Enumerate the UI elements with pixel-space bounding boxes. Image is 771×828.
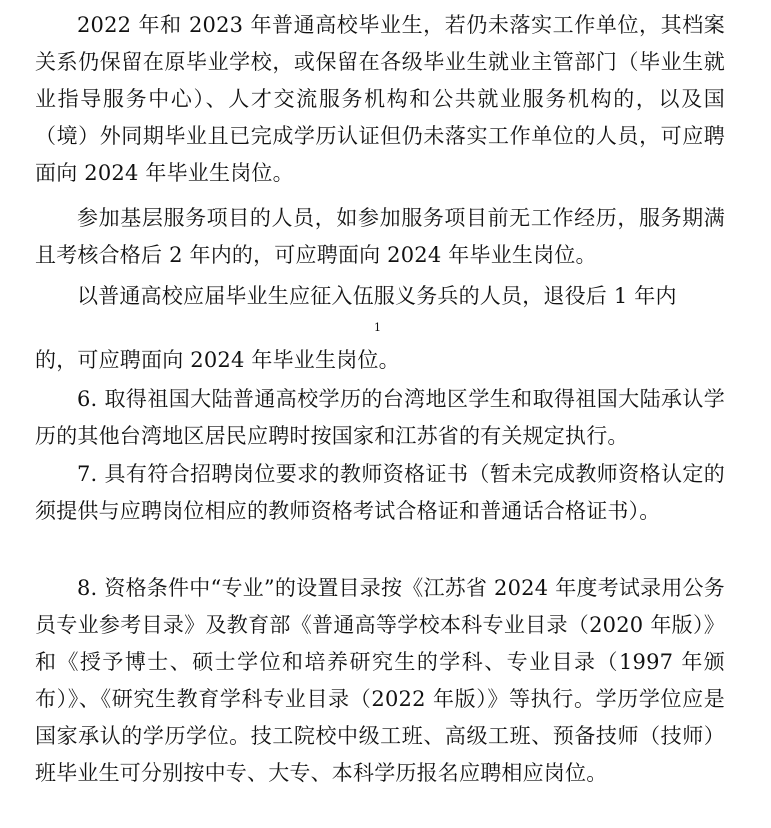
- paragraph-grassroots-service: 参加基层服务项目的人员，如参加服务项目前无工作经历，服务期满且考核合格后 2 年内的，可应聘面向 2024 年毕业生岗位。: [35, 206, 725, 267]
- paragraph-veterans-line1: 以普通高校应届毕业生应征入伍服义务兵的人员，退役后 1 年内: [77, 284, 677, 308]
- paragraph-veterans: [35, 278, 730, 379]
- paragraph-item-8-major-catalog: 8. 资格条件中“专业”的设置目录按《江苏省 2024 年度考试录用公务员专业参考目录》及教育部《普通高等学校本科专业目录（2020 年版）》和《授予博士、硕士学位和培养研究生的学科、专业目录（1997 年颁布）》、《研究生教育学科专业目录（2022 年版）》等执行。学历学位应是国家承认的学历学位。技工院校中级工班、高级工班、预备技师（技师）班毕业生可分别按中专、大专、本科学历报名应聘相应岗位。: [35, 576, 725, 785]
- paragraph-veterans-line2: 的，可应聘面向 2024 年毕业生岗位。: [35, 348, 400, 372]
- paragraph-item-6-taiwan: 6. 取得祖国大陆普通高校学历的台湾地区学生和取得祖国大陆承认学历的其他台湾地区居民应聘时按国家和江苏省的有关规定执行。: [35, 387, 725, 448]
- paragraph-item-7-teacher-cert: 7. 具有符合招聘岗位要求的教师资格证书（暂未完成教师资格认定的须提供与应聘岗位相应的教师资格考试合格证和普通话合格证书）。: [35, 462, 725, 523]
- paragraph-graduates-2022-2023: 2022 年和 2023 年普通高校毕业生，若仍未落实工作单位，其档案关系仍保留在原毕业学校，或保留在各级毕业生就业主管部门（毕业生就业指导服务中心）、人才交流服务机构和公共就业服务机构的，以及国（境）外同期毕业且已完成学历认证但仍未落实工作单位的人员，可应聘面向 2024 年毕业生岗位。: [35, 13, 725, 185]
- page-footnote-marker: 1: [374, 321, 381, 334]
